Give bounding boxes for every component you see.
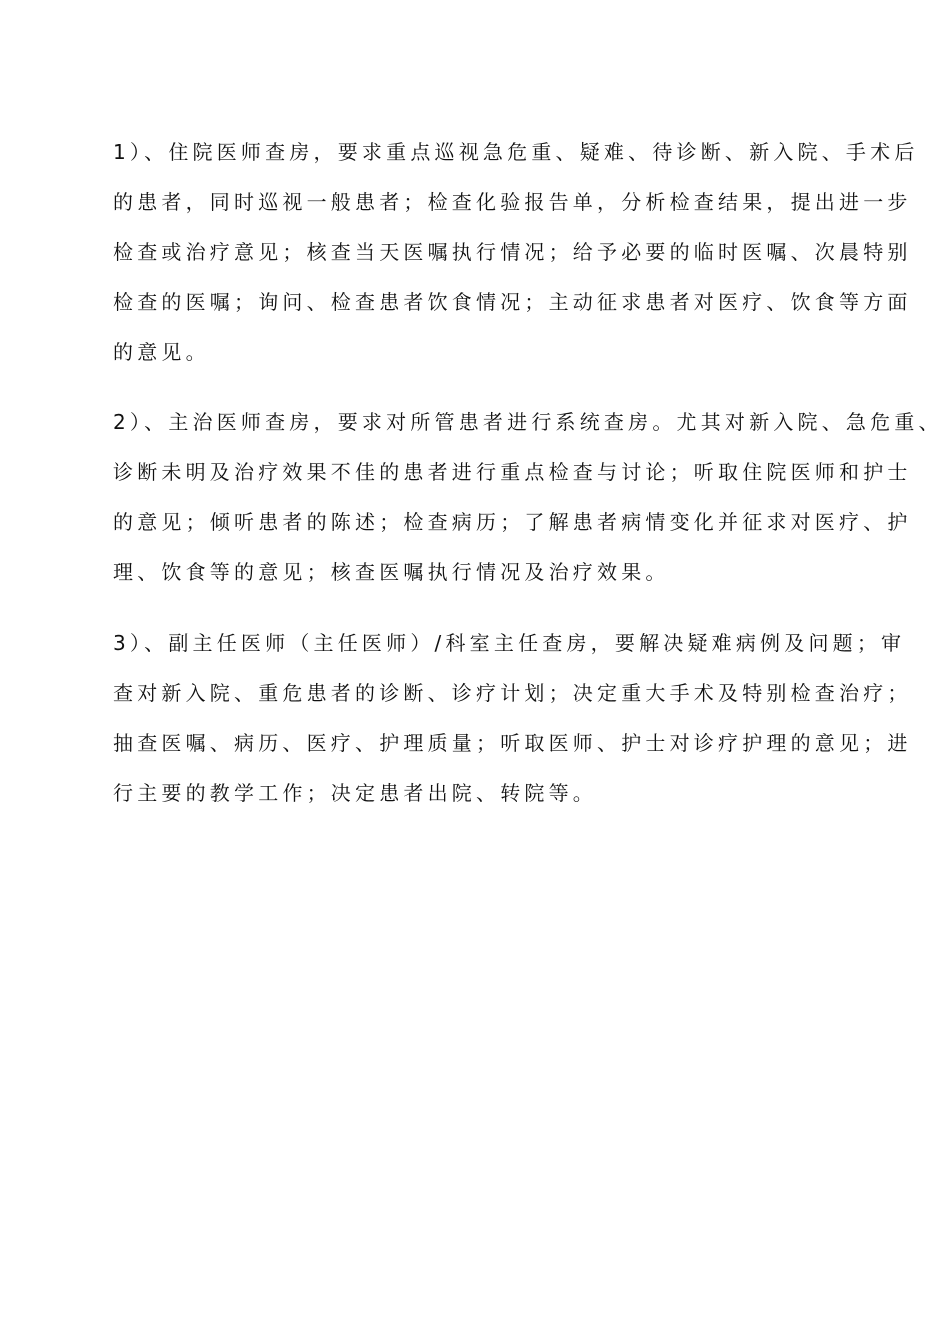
paragraph-chief-rounds [113, 618, 912, 818]
text-line: 1）、住院医师查房，要求重点巡视急危重、疑难、待诊断、新入院、手术后 [113, 140, 919, 164]
text-line: 抽查医嘱、病历、医疗、护理质量；听取医师、护士对诊疗护理的意见；进 [113, 731, 912, 755]
text-line: 理、饮食等的意见；核查医嘱执行情况及治疗效果。 [113, 560, 670, 584]
text-line: 的意见；倾听患者的陈述；检查病历；了解患者病情变化并征求对医疗、护 [113, 510, 912, 534]
text-line: 的意见。 [113, 340, 210, 364]
text-line: 3）、副主任医师（主任医师）/科室主任查房，要解决疑难病例及问题；审 [113, 631, 906, 655]
text-line: 2）、主治医师查房，要求对所管患者进行系统查房。尤其对新入院、急危重、 [113, 410, 943, 434]
text-line: 的患者，同时巡视一般患者；检查化验报告单，分析检查结果，提出进一步 [113, 190, 912, 214]
paragraph-resident-rounds [113, 127, 919, 377]
text-line: 查对新入院、重危患者的诊断、诊疗计划；决定重大手术及特别检查治疗； [113, 681, 912, 705]
text-line: 检查的医嘱；询问、检查患者饮食情况；主动征求患者对医疗、饮食等方面 [113, 290, 912, 314]
paragraph-attending-rounds [113, 397, 943, 597]
text-line: 检查或治疗意见；核查当天医嘱执行情况；给予必要的临时医嘱、次晨特别 [113, 240, 912, 264]
text-line: 诊断未明及治疗效果不佳的患者进行重点检查与讨论；听取住院医师和护士 [113, 460, 912, 484]
text-line: 行主要的教学工作；决定患者出院、转院等。 [113, 781, 597, 805]
